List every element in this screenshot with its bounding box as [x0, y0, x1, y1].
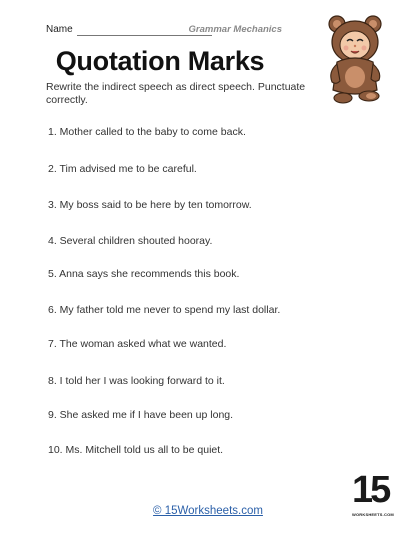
baby-in-bear-costume-icon	[325, 14, 389, 106]
footer-credit-link[interactable]: © 15Worksheets.com	[153, 505, 263, 517]
question-10: 10. Ms. Mitchell told us all to be quiet.	[48, 444, 224, 456]
name-label: Name	[46, 24, 73, 35]
question-9: 9. She asked me if I have been up long.	[48, 409, 234, 421]
question-2: 2. Tim advised me to be careful.	[48, 163, 197, 175]
question-6: 6. My father told me never to spend my last dollar.	[48, 304, 281, 316]
question-8: 8. I told her I was looking forward to it.	[48, 375, 225, 387]
question-5: 5. Anna says she recommends this book.	[48, 268, 240, 280]
name-field[interactable]	[77, 35, 212, 36]
logo-text: WORKSHEETS.COM	[352, 512, 394, 517]
subject-label: Grammar Mechanics	[188, 24, 282, 35]
question-7: 7. The woman asked what we wanted.	[48, 338, 227, 350]
brand-logo	[352, 469, 394, 522]
question-3: 3. My boss said to be here by ten tomorrow.	[48, 199, 252, 211]
worksheet-title: Quotation Marks	[55, 46, 265, 76]
instructions: Rewrite the indirect speech as direct speech. Punctuate correctly.	[46, 81, 306, 106]
question-4: 4. Several children shouted hooray.	[48, 235, 213, 247]
logo-number: 15	[352, 469, 389, 511]
question-1: 1. Mother called to the baby to come back.	[48, 126, 246, 138]
name-row	[46, 24, 282, 38]
